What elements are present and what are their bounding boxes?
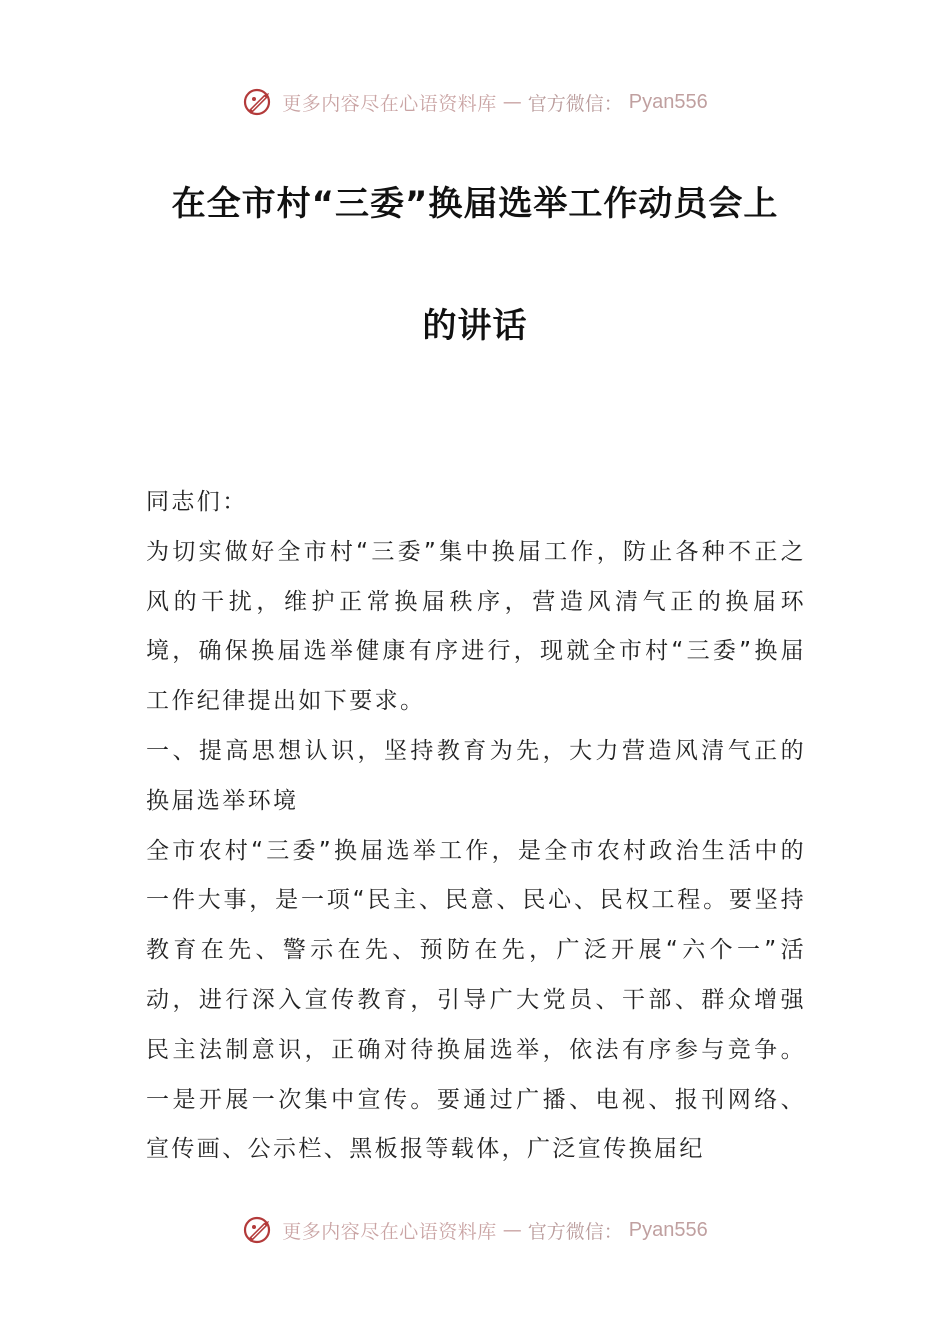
pen-nib-logo-icon xyxy=(242,85,276,119)
pen-nib-logo-icon xyxy=(242,1213,276,1247)
watermark-wechat-id: Pyan556 xyxy=(628,1218,708,1241)
document-title-line-1: 在全市村“三委”换届选举工作动员会上 xyxy=(171,184,779,224)
watermark-wechat-id: Pyan556 xyxy=(628,90,708,113)
watermark-separator: — xyxy=(502,1219,522,1241)
watermark-banner-top xyxy=(0,82,950,122)
paragraph-salutation: 同志们： xyxy=(146,489,248,515)
watermark-banner-bottom xyxy=(0,1210,950,1250)
watermark-text: 更多内容尽在心语资料库 xyxy=(282,92,497,115)
watermark-separator: — xyxy=(502,91,522,113)
watermark-wechat-label: 官方微信： xyxy=(527,92,623,115)
paragraph-section-1-body: 全市农村“三委”换届选举工作，是全市农村政治生活中的一件大事，是一项“民主、民意、民心、民权工程。要坚持教育在先、警示在先、预防在先，广泛开展“六个一”活动，进行深入宣传教育，引导广大党员、干部、群众增强民主法制意识，正确对待换届选举，依法有序参与竞争。一是开展一次集中宣传。要通过广播、电视、报刊网络、宣传画、公示栏、黑板报等载体，广泛宣传换届纪 xyxy=(146,837,806,1163)
section-heading-1: 一、提高思想认识，坚持教育为先，大力营造风清气正的换届选举环境 xyxy=(146,737,806,814)
document-body xyxy=(146,478,806,1175)
watermark-wechat-label: 官方微信： xyxy=(527,1220,623,1243)
document-title-line-2: 的讲话 xyxy=(422,306,528,346)
watermark-text: 更多内容尽在心语资料库 xyxy=(282,1220,497,1243)
paragraph-intro: 为切实做好全市村“三委”集中换届工作，防止各种不正之风的干扰，维护正常换届秩序，营造风清气正的换届环境，确保换届选举健康有序进行，现就全市村“三委”换届工作纪律提出如下要求。 xyxy=(146,538,806,715)
